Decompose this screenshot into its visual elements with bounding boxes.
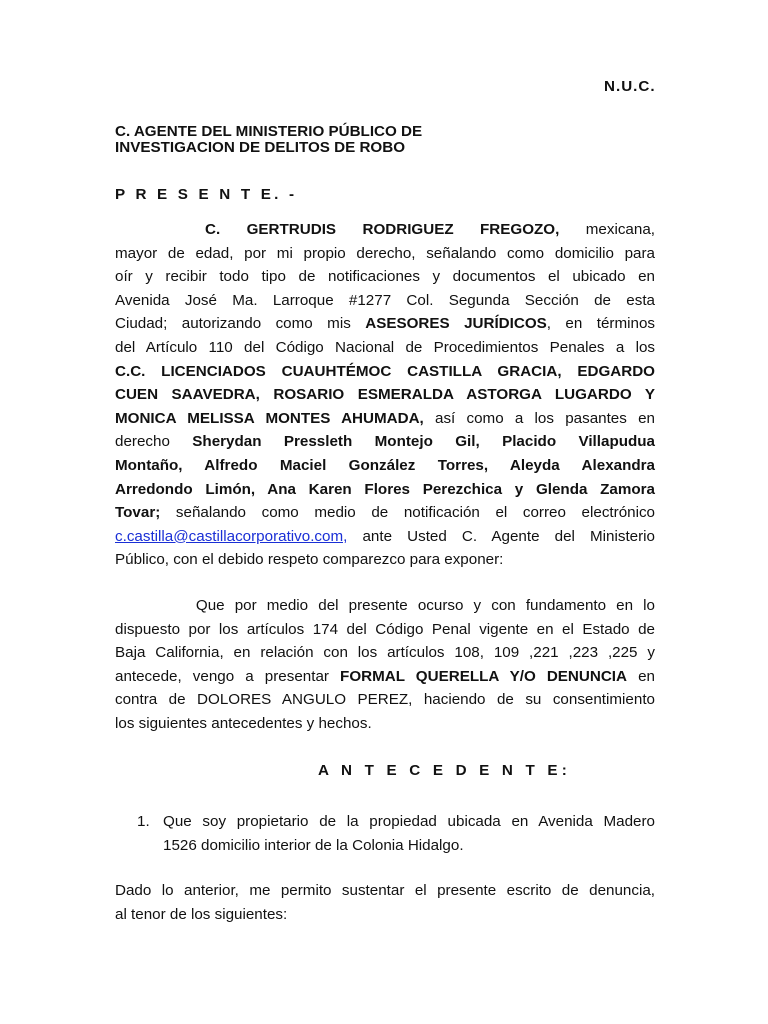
- paragraph-line: dispuesto por los artículos 174 del Código Penal vigente en el Estado de: [115, 620, 655, 638]
- paragraph-line: Que soy propietario de la propiedad ubicada en Avenida Madero: [163, 813, 655, 830]
- complainant-name: C. GERTRUDIS RODRIGUEZ FREGOZO,: [205, 221, 560, 238]
- addressee-line: INVESTIGACION DE DELITOS DE ROBO: [115, 139, 406, 156]
- nuc-label: N.U.C.: [604, 78, 656, 95]
- paragraph-line: Que por medio del presente ocurso y con fundamento en lo: [115, 597, 655, 614]
- paragraph-line: Avenida José Ma. Larroque #1277 Col. Segunda Sección de esta: [115, 291, 655, 309]
- text-bold: Sherydan Pressleth Montejo Gil, Placido Villapudua: [192, 433, 656, 451]
- antecedentes-list: [137, 810, 655, 857]
- paragraph-line: Dado lo anterior, me permito sustentar el presente escrito de denuncia,: [115, 882, 655, 899]
- text-run: así como a los pasantes en: [423, 409, 655, 427]
- text-bold: Tovar;: [115, 504, 161, 522]
- presente-heading: P R E S E N T E. -: [115, 186, 298, 203]
- text-run: derecho: [115, 433, 193, 451]
- paragraph-line: Público, con el debido respeto comparezco para exponer:: [115, 551, 504, 569]
- text-run: ante Usted C. Agente del Ministerio: [347, 527, 655, 545]
- paragraph-line: [115, 312, 655, 336]
- paragraph-line: Baja California, en relación con los artículos 108, 109 ,221 ,223 ,225 y: [115, 644, 655, 662]
- text-bold: FORMAL QUERELLA Y/O DENUNCIA: [340, 667, 627, 685]
- paragraph-line: [115, 430, 655, 454]
- paragraph-line: los siguientes antecedentes y hechos.: [115, 714, 372, 732]
- paragraph-line: al tenor de los siguientes:: [115, 905, 288, 923]
- text-run: Ciudad; autorizando como mis: [115, 315, 366, 333]
- paragraph-line: [115, 218, 655, 242]
- paragraph-line: C.C. LICENCIADOS CUAUHTÉMOC CASTILLA GRACIA, EDGARDO: [115, 362, 655, 380]
- paragraph-line: [115, 501, 655, 525]
- paragraph-line: del Artículo 110 del Código Nacional de Procedimientos Penales a los: [115, 338, 655, 356]
- text-bold: MONICA MELISSA MONTES AHUMADA,: [115, 409, 424, 427]
- paragraph-line: CUEN SAAVEDRA, ROSARIO ESMERALDA ASTORGA LUGARDO Y: [115, 386, 655, 404]
- text-run: , en términos: [546, 315, 656, 333]
- addressee-line: C. AGENTE DEL MINISTERIO PÚBLICO DE: [115, 123, 423, 140]
- paragraph-line: Arredondo Limón, Ana Karen Flores Perezchica y Glenda Zamora: [115, 480, 655, 498]
- paragraph-line: [115, 665, 655, 689]
- email-link[interactable]: c.castilla@castillacorporativo.com,: [115, 527, 348, 545]
- text-bold: ASESORES JURÍDICOS: [365, 315, 547, 333]
- text-run: en: [627, 667, 655, 685]
- addressee: [115, 124, 422, 156]
- paragraph-introduction: [115, 218, 655, 572]
- list-item: [137, 810, 655, 857]
- text-run: antecede, vengo a presentar: [115, 667, 341, 685]
- list-item-text: [163, 810, 655, 857]
- text-run: mexicana,: [559, 221, 655, 238]
- antecedente-heading: A N T E C E D E N T E:: [318, 762, 572, 779]
- paragraph-complaint: [115, 594, 655, 736]
- paragraph-line: 1526 domicilio interior de la Colonia Hidalgo.: [163, 836, 464, 854]
- paragraph-line: [115, 407, 655, 431]
- paragraph-line: Montaño, Alfredo Maciel González Torres, Aleyda Alexandra: [115, 456, 655, 474]
- paragraph-line: mayor de edad, por mi propio derecho, señalando como domicilio para: [115, 244, 655, 262]
- text-run: señalando como medio de notificación el correo electrónico: [160, 504, 655, 522]
- paragraph-closing: [115, 879, 655, 926]
- paragraph-line: [115, 525, 655, 549]
- paragraph-line: contra de DOLORES ANGULO PEREZ, haciendo de su consentimiento: [115, 691, 655, 709]
- list-item-number: 1.: [137, 813, 150, 830]
- paragraph-line: oír y recibir todo tipo de notificaciones y documentos el ubicado en: [115, 268, 655, 286]
